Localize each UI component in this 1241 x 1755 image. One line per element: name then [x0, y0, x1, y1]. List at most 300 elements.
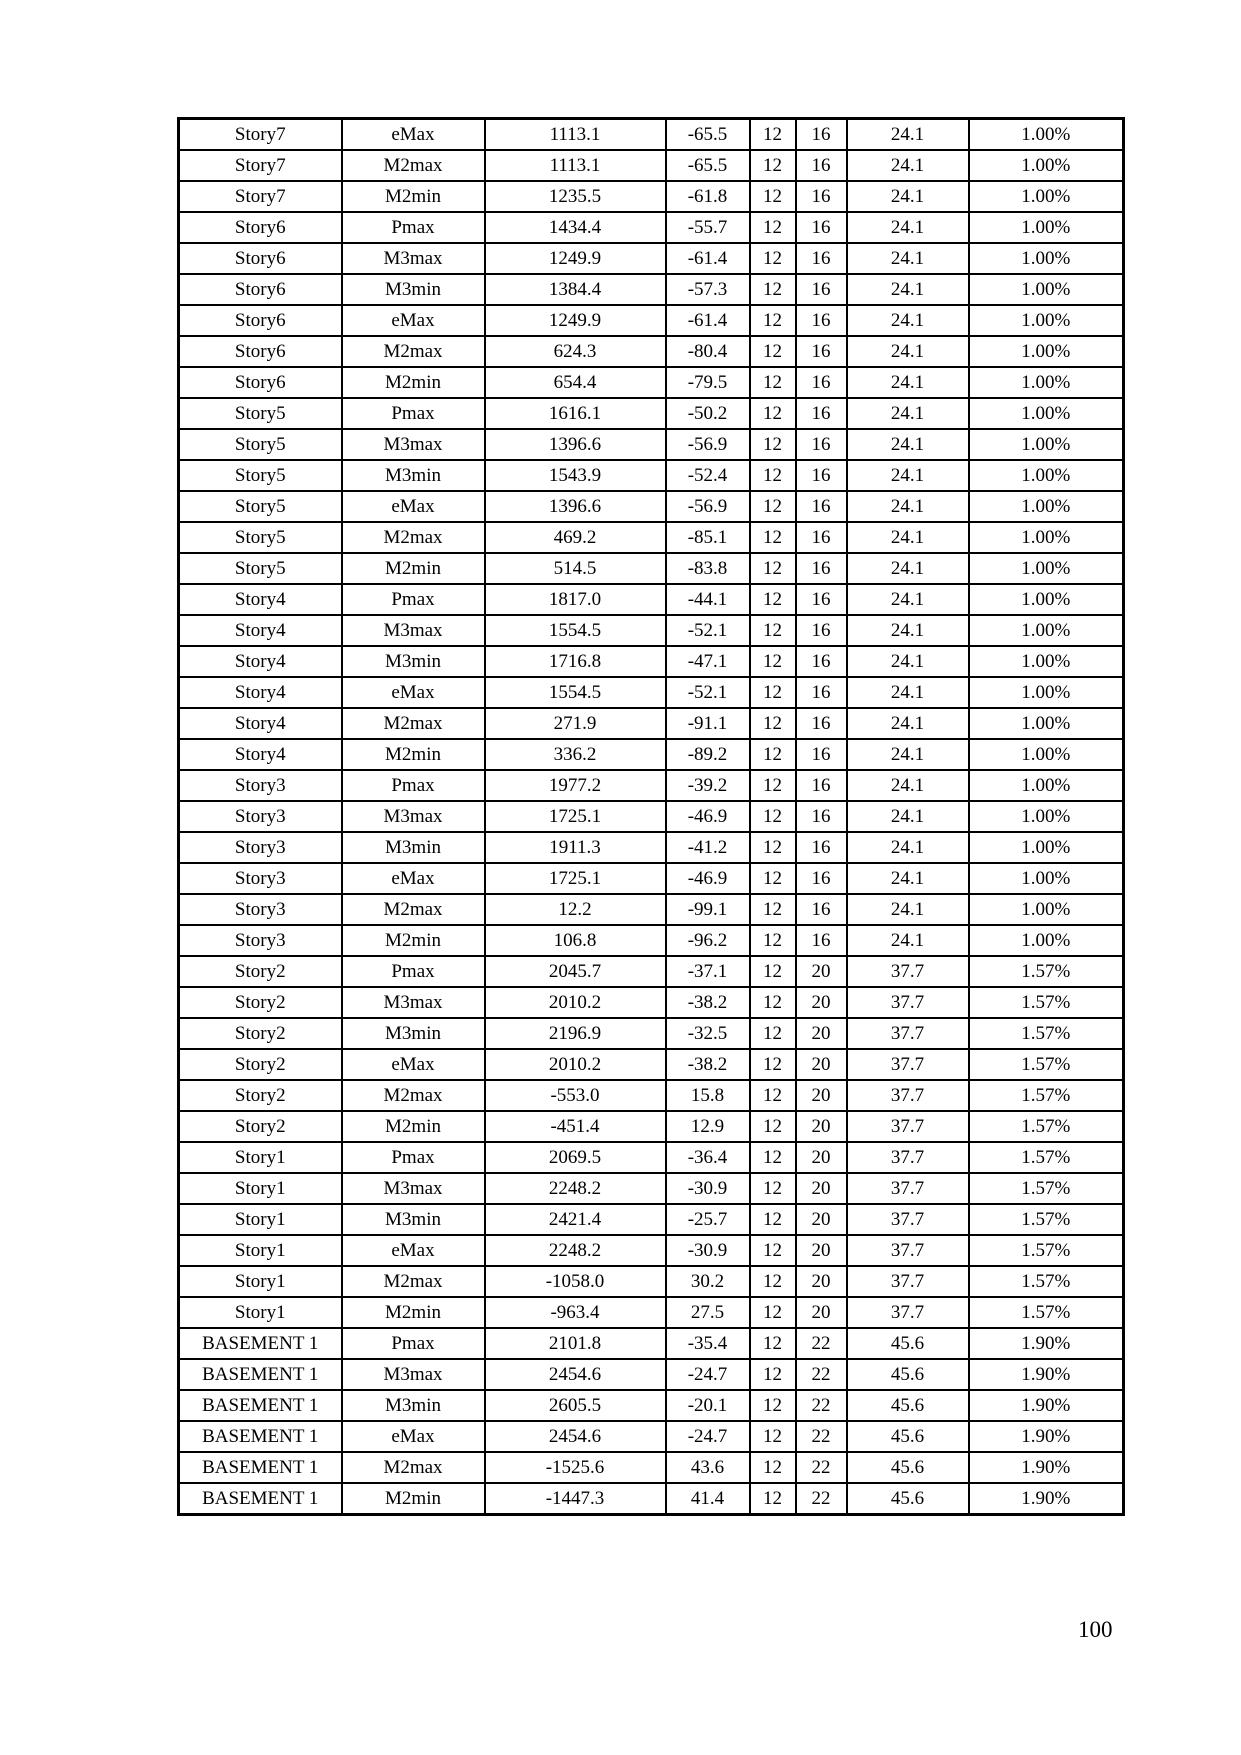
bar-count-cell: 12: [750, 1421, 796, 1452]
ratio-cell: 1.57%: [969, 1204, 1124, 1235]
m-cell: -30.9: [666, 1235, 750, 1266]
bar-count-cell: 12: [750, 1018, 796, 1049]
p-cell: 1235.5: [485, 181, 666, 212]
combo-cell: M3min: [342, 460, 485, 491]
area-cell: 24.1: [847, 770, 969, 801]
ratio-cell: 1.90%: [969, 1452, 1124, 1483]
p-cell: 514.5: [485, 553, 666, 584]
m-cell: -35.4: [666, 1328, 750, 1359]
area-cell: 37.7: [847, 1080, 969, 1111]
m-cell: -79.5: [666, 367, 750, 398]
table-row: [179, 925, 1124, 956]
area-cell: 24.1: [847, 398, 969, 429]
bar-size-cell: 16: [796, 243, 847, 274]
area-cell: 37.7: [847, 1297, 969, 1328]
table-row: [179, 398, 1124, 429]
bar-size-cell: 16: [796, 615, 847, 646]
ratio-cell: 1.90%: [969, 1328, 1124, 1359]
story-cell: BASEMENT 1: [179, 1421, 342, 1452]
bar-size-cell: 20: [796, 1142, 847, 1173]
combo-cell: M3min: [342, 1018, 485, 1049]
area-cell: 24.1: [847, 677, 969, 708]
area-cell: 24.1: [847, 739, 969, 770]
area-cell: 24.1: [847, 615, 969, 646]
bar-count-cell: 12: [750, 646, 796, 677]
ratio-cell: 1.00%: [969, 584, 1124, 615]
bar-count-cell: 12: [750, 1266, 796, 1297]
p-cell: 1543.9: [485, 460, 666, 491]
bar-size-cell: 16: [796, 894, 847, 925]
combo-cell: eMax: [342, 677, 485, 708]
combo-cell: M2max: [342, 336, 485, 367]
bar-size-cell: 16: [796, 801, 847, 832]
ratio-cell: 1.00%: [969, 398, 1124, 429]
bar-count-cell: 12: [750, 274, 796, 305]
area-cell: 24.1: [847, 646, 969, 677]
p-cell: 654.4: [485, 367, 666, 398]
area-cell: 24.1: [847, 584, 969, 615]
table-row: [179, 336, 1124, 367]
combo-cell: M3max: [342, 243, 485, 274]
story-cell: Story5: [179, 553, 342, 584]
bar-count-cell: 12: [750, 460, 796, 491]
table-row: [179, 1483, 1124, 1515]
ratio-cell: 1.57%: [969, 956, 1124, 987]
bar-size-cell: 20: [796, 987, 847, 1018]
combo-cell: Pmax: [342, 956, 485, 987]
combo-cell: M2max: [342, 1452, 485, 1483]
bar-size-cell: 16: [796, 398, 847, 429]
area-cell: 24.1: [847, 212, 969, 243]
ratio-cell: 1.00%: [969, 801, 1124, 832]
bar-count-cell: 12: [750, 615, 796, 646]
m-cell: -39.2: [666, 770, 750, 801]
p-cell: 1396.6: [485, 429, 666, 460]
ratio-cell: 1.00%: [969, 553, 1124, 584]
story-cell: Story7: [179, 150, 342, 181]
bar-count-cell: 12: [750, 894, 796, 925]
bar-size-cell: 20: [796, 1297, 847, 1328]
ratio-cell: 1.90%: [969, 1390, 1124, 1421]
area-cell: 24.1: [847, 367, 969, 398]
bar-size-cell: 16: [796, 429, 847, 460]
p-cell: 2069.5: [485, 1142, 666, 1173]
story-cell: Story5: [179, 398, 342, 429]
area-cell: 24.1: [847, 119, 969, 151]
ratio-cell: 1.00%: [969, 460, 1124, 491]
story-cell: Story4: [179, 739, 342, 770]
combo-cell: M2max: [342, 1266, 485, 1297]
combo-cell: Pmax: [342, 212, 485, 243]
combo-cell: M3min: [342, 832, 485, 863]
combo-cell: M3min: [342, 1390, 485, 1421]
bar-count-cell: 12: [750, 1080, 796, 1111]
bar-size-cell: 16: [796, 832, 847, 863]
combo-cell: M3max: [342, 615, 485, 646]
ratio-cell: 1.00%: [969, 677, 1124, 708]
p-cell: 1113.1: [485, 119, 666, 151]
story-cell: Story6: [179, 212, 342, 243]
m-cell: -56.9: [666, 429, 750, 460]
story-cell: Story4: [179, 646, 342, 677]
area-cell: 24.1: [847, 274, 969, 305]
bar-count-cell: 12: [750, 987, 796, 1018]
story-cell: Story7: [179, 181, 342, 212]
ratio-cell: 1.57%: [969, 1235, 1124, 1266]
table-row: [179, 460, 1124, 491]
table-row: [179, 305, 1124, 336]
table-row: [179, 1390, 1124, 1421]
story-cell: Story6: [179, 305, 342, 336]
table-row: [179, 956, 1124, 987]
m-cell: -37.1: [666, 956, 750, 987]
p-cell: 1396.6: [485, 491, 666, 522]
combo-cell: M2min: [342, 1111, 485, 1142]
story-cell: Story4: [179, 615, 342, 646]
ratio-cell: 1.57%: [969, 1111, 1124, 1142]
ratio-cell: 1.00%: [969, 305, 1124, 336]
area-cell: 37.7: [847, 1266, 969, 1297]
m-cell: -61.8: [666, 181, 750, 212]
bar-count-cell: 12: [750, 584, 796, 615]
bar-count-cell: 12: [750, 181, 796, 212]
ratio-cell: 1.00%: [969, 181, 1124, 212]
ratio-cell: 1.90%: [969, 1421, 1124, 1452]
combo-cell: M2max: [342, 894, 485, 925]
bar-count-cell: 12: [750, 677, 796, 708]
table-row: [179, 119, 1124, 151]
story-cell: BASEMENT 1: [179, 1328, 342, 1359]
bar-size-cell: 16: [796, 305, 847, 336]
m-cell: -57.3: [666, 274, 750, 305]
bar-count-cell: 12: [750, 863, 796, 894]
m-cell: 12.9: [666, 1111, 750, 1142]
area-cell: 24.1: [847, 925, 969, 956]
bar-size-cell: 16: [796, 491, 847, 522]
p-cell: 1977.2: [485, 770, 666, 801]
table-row: [179, 429, 1124, 460]
p-cell: 2196.9: [485, 1018, 666, 1049]
story-cell: Story3: [179, 832, 342, 863]
bar-count-cell: 12: [750, 491, 796, 522]
p-cell: 1716.8: [485, 646, 666, 677]
table-row: [179, 894, 1124, 925]
table-row: [179, 1142, 1124, 1173]
m-cell: 41.4: [666, 1483, 750, 1515]
combo-cell: M2min: [342, 181, 485, 212]
table-row: [179, 770, 1124, 801]
combo-cell: eMax: [342, 1049, 485, 1080]
bar-size-cell: 16: [796, 460, 847, 491]
m-cell: -99.1: [666, 894, 750, 925]
ratio-cell: 1.57%: [969, 1173, 1124, 1204]
p-cell: 2421.4: [485, 1204, 666, 1235]
story-cell: Story4: [179, 584, 342, 615]
combo-cell: M2min: [342, 367, 485, 398]
m-cell: 30.2: [666, 1266, 750, 1297]
m-cell: -44.1: [666, 584, 750, 615]
bar-count-cell: 12: [750, 1235, 796, 1266]
ratio-cell: 1.00%: [969, 522, 1124, 553]
area-cell: 37.7: [847, 1018, 969, 1049]
p-cell: 2454.6: [485, 1359, 666, 1390]
p-cell: 1911.3: [485, 832, 666, 863]
bar-size-cell: 22: [796, 1328, 847, 1359]
p-cell: 271.9: [485, 708, 666, 739]
area-cell: 37.7: [847, 1235, 969, 1266]
p-cell: -1525.6: [485, 1452, 666, 1483]
table-row: [179, 646, 1124, 677]
combo-cell: M2max: [342, 708, 485, 739]
combo-cell: M3min: [342, 1204, 485, 1235]
bar-size-cell: 16: [796, 770, 847, 801]
bar-count-cell: 12: [750, 429, 796, 460]
m-cell: -50.2: [666, 398, 750, 429]
ratio-cell: 1.00%: [969, 119, 1124, 151]
area-cell: 24.1: [847, 305, 969, 336]
p-cell: -553.0: [485, 1080, 666, 1111]
bar-size-cell: 22: [796, 1390, 847, 1421]
m-cell: -24.7: [666, 1359, 750, 1390]
bar-size-cell: 16: [796, 336, 847, 367]
m-cell: -96.2: [666, 925, 750, 956]
m-cell: -55.7: [666, 212, 750, 243]
table-row: [179, 243, 1124, 274]
story-cell: Story1: [179, 1204, 342, 1235]
m-cell: 15.8: [666, 1080, 750, 1111]
area-cell: 24.1: [847, 429, 969, 460]
p-cell: 2010.2: [485, 1049, 666, 1080]
p-cell: 2454.6: [485, 1421, 666, 1452]
table-row: [179, 832, 1124, 863]
p-cell: 624.3: [485, 336, 666, 367]
bar-count-cell: 12: [750, 708, 796, 739]
bar-size-cell: 20: [796, 1173, 847, 1204]
area-cell: 24.1: [847, 181, 969, 212]
story-cell: Story1: [179, 1266, 342, 1297]
p-cell: 2605.5: [485, 1390, 666, 1421]
ratio-cell: 1.00%: [969, 336, 1124, 367]
table-row: [179, 1204, 1124, 1235]
area-cell: 37.7: [847, 987, 969, 1018]
m-cell: -56.9: [666, 491, 750, 522]
table-row: [179, 274, 1124, 305]
bar-count-cell: 12: [750, 367, 796, 398]
table-row: [179, 1421, 1124, 1452]
m-cell: -32.5: [666, 1018, 750, 1049]
ratio-cell: 1.57%: [969, 1018, 1124, 1049]
bar-count-cell: 12: [750, 119, 796, 151]
bar-count-cell: 12: [750, 553, 796, 584]
story-cell: Story6: [179, 243, 342, 274]
bar-count-cell: 12: [750, 336, 796, 367]
bar-size-cell: 16: [796, 274, 847, 305]
area-cell: 24.1: [847, 894, 969, 925]
p-cell: -1447.3: [485, 1483, 666, 1515]
story-cell: Story1: [179, 1173, 342, 1204]
table-row: [179, 1173, 1124, 1204]
m-cell: -52.1: [666, 615, 750, 646]
p-cell: 1817.0: [485, 584, 666, 615]
area-cell: 45.6: [847, 1421, 969, 1452]
bar-count-cell: 12: [750, 801, 796, 832]
combo-cell: M3min: [342, 646, 485, 677]
p-cell: 1113.1: [485, 150, 666, 181]
story-cell: Story2: [179, 956, 342, 987]
area-cell: 24.1: [847, 460, 969, 491]
combo-cell: eMax: [342, 305, 485, 336]
bar-count-cell: 12: [750, 739, 796, 770]
m-cell: -20.1: [666, 1390, 750, 1421]
area-cell: 24.1: [847, 522, 969, 553]
combo-cell: Pmax: [342, 1328, 485, 1359]
p-cell: 2045.7: [485, 956, 666, 987]
combo-cell: eMax: [342, 119, 485, 151]
p-cell: 2010.2: [485, 987, 666, 1018]
table-row: [179, 987, 1124, 1018]
bar-size-cell: 16: [796, 646, 847, 677]
story-cell: Story3: [179, 801, 342, 832]
combo-cell: M2max: [342, 522, 485, 553]
bar-count-cell: 12: [750, 243, 796, 274]
data-table: [177, 117, 1125, 1516]
bar-size-cell: 16: [796, 522, 847, 553]
area-cell: 37.7: [847, 1049, 969, 1080]
story-cell: Story3: [179, 863, 342, 894]
story-cell: Story3: [179, 770, 342, 801]
m-cell: -24.7: [666, 1421, 750, 1452]
p-cell: 1554.5: [485, 615, 666, 646]
story-cell: BASEMENT 1: [179, 1452, 342, 1483]
ratio-cell: 1.57%: [969, 1142, 1124, 1173]
combo-cell: M3min: [342, 274, 485, 305]
bar-count-cell: 12: [750, 522, 796, 553]
bar-size-cell: 16: [796, 708, 847, 739]
m-cell: -30.9: [666, 1173, 750, 1204]
table-row: [179, 150, 1124, 181]
table-row: [179, 1328, 1124, 1359]
bar-size-cell: 22: [796, 1483, 847, 1515]
m-cell: -52.1: [666, 677, 750, 708]
bar-count-cell: 12: [750, 1173, 796, 1204]
bar-size-cell: 16: [796, 863, 847, 894]
story-cell: Story6: [179, 336, 342, 367]
story-cell: Story6: [179, 274, 342, 305]
bar-count-cell: 12: [750, 150, 796, 181]
ratio-cell: 1.00%: [969, 615, 1124, 646]
ratio-cell: 1.00%: [969, 894, 1124, 925]
bar-count-cell: 12: [750, 305, 796, 336]
m-cell: 27.5: [666, 1297, 750, 1328]
p-cell: -963.4: [485, 1297, 666, 1328]
area-cell: 37.7: [847, 1204, 969, 1235]
bar-count-cell: 12: [750, 1483, 796, 1515]
bar-size-cell: 22: [796, 1421, 847, 1452]
ratio-cell: 1.00%: [969, 243, 1124, 274]
bar-size-cell: 16: [796, 181, 847, 212]
table-row: [179, 708, 1124, 739]
area-cell: 37.7: [847, 1173, 969, 1204]
table-row: [179, 367, 1124, 398]
combo-cell: M2min: [342, 1297, 485, 1328]
bar-count-cell: 12: [750, 925, 796, 956]
combo-cell: M2min: [342, 925, 485, 956]
bar-size-cell: 20: [796, 1080, 847, 1111]
m-cell: -46.9: [666, 863, 750, 894]
bar-size-cell: 16: [796, 119, 847, 151]
story-cell: Story2: [179, 1018, 342, 1049]
story-cell: Story5: [179, 491, 342, 522]
bar-size-cell: 20: [796, 1049, 847, 1080]
table-row: [179, 491, 1124, 522]
table-row: [179, 1297, 1124, 1328]
ratio-cell: 1.57%: [969, 1080, 1124, 1111]
table-row: [179, 1080, 1124, 1111]
combo-cell: Pmax: [342, 1142, 485, 1173]
table-row: [179, 615, 1124, 646]
p-cell: 12.2: [485, 894, 666, 925]
p-cell: 2248.2: [485, 1173, 666, 1204]
combo-cell: eMax: [342, 863, 485, 894]
m-cell: -41.2: [666, 832, 750, 863]
story-cell: Story7: [179, 119, 342, 151]
bar-size-cell: 16: [796, 677, 847, 708]
bar-count-cell: 12: [750, 398, 796, 429]
m-cell: -65.5: [666, 119, 750, 151]
ratio-cell: 1.00%: [969, 770, 1124, 801]
p-cell: 1725.1: [485, 863, 666, 894]
area-cell: 45.6: [847, 1328, 969, 1359]
ratio-cell: 1.00%: [969, 832, 1124, 863]
p-cell: 1384.4: [485, 274, 666, 305]
m-cell: -52.4: [666, 460, 750, 491]
combo-cell: Pmax: [342, 584, 485, 615]
ratio-cell: 1.00%: [969, 274, 1124, 305]
bar-size-cell: 20: [796, 1018, 847, 1049]
area-cell: 45.6: [847, 1483, 969, 1515]
area-cell: 37.7: [847, 1111, 969, 1142]
ratio-cell: 1.57%: [969, 1266, 1124, 1297]
combo-cell: M2max: [342, 1080, 485, 1111]
m-cell: -91.1: [666, 708, 750, 739]
bar-size-cell: 20: [796, 1266, 847, 1297]
p-cell: -1058.0: [485, 1266, 666, 1297]
bar-count-cell: 12: [750, 1390, 796, 1421]
combo-cell: M2min: [342, 553, 485, 584]
p-cell: 1249.9: [485, 305, 666, 336]
p-cell: 1434.4: [485, 212, 666, 243]
bar-count-cell: 12: [750, 1297, 796, 1328]
ratio-cell: 1.57%: [969, 1297, 1124, 1328]
m-cell: -61.4: [666, 305, 750, 336]
combo-cell: M2min: [342, 1483, 485, 1515]
bar-size-cell: 16: [796, 584, 847, 615]
story-cell: Story1: [179, 1235, 342, 1266]
area-cell: 37.7: [847, 1142, 969, 1173]
story-cell: Story2: [179, 1080, 342, 1111]
bar-count-cell: 12: [750, 1452, 796, 1483]
page-number: 100: [1078, 1617, 1113, 1642]
p-cell: 469.2: [485, 522, 666, 553]
bar-count-cell: 12: [750, 1204, 796, 1235]
p-cell: 1616.1: [485, 398, 666, 429]
table-row: [179, 522, 1124, 553]
bar-size-cell: 20: [796, 1235, 847, 1266]
table-row: [179, 739, 1124, 770]
bar-size-cell: 16: [796, 553, 847, 584]
ratio-cell: 1.00%: [969, 646, 1124, 677]
bar-count-cell: 12: [750, 1328, 796, 1359]
